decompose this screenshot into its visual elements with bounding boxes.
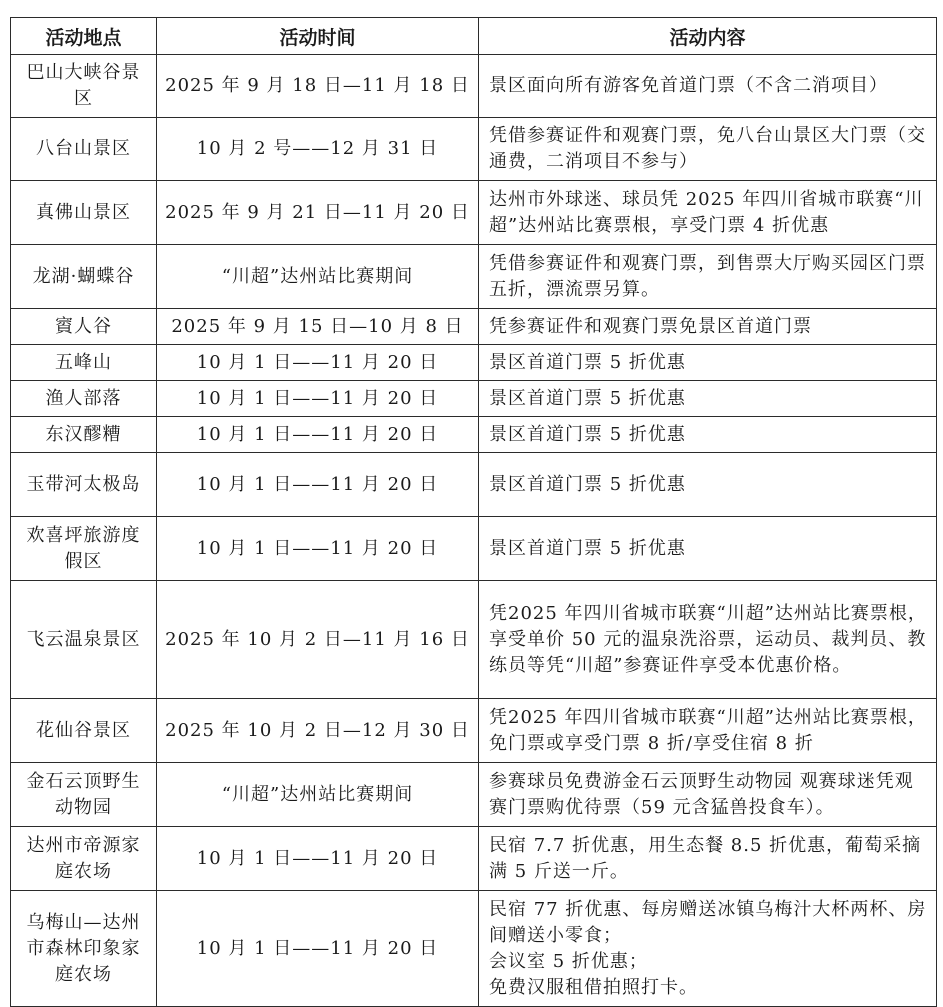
content-cell: 凭2025 年四川省城市联赛“川超”达州站比赛票根，免门票或享受门票 8 折/享受住宿 8 折 (479, 699, 937, 763)
time-cell: 2025 年 9 月 15 日—10 月 8 日 (157, 309, 479, 345)
time-cell: 2025 年 10 月 2 日—11 月 16 日 (157, 581, 479, 699)
time-cell: 10 月 1 日——11 月 20 日 (157, 381, 479, 417)
content-cell: 凭参赛证件和观赛门票免景区首道门票 (479, 309, 937, 345)
table-row (11, 891, 937, 1007)
content-cell: 凭2025 年四川省城市联赛“川超”达州站比赛票根，享受单价 50 元的温泉洗浴票，运动员、裁判员、教练员等凭“川超”参赛证件享受本优惠价格。 (479, 581, 937, 699)
table-row (11, 55, 937, 118)
table-header-row (11, 18, 937, 55)
time-cell: 10 月 1 日——11 月 20 日 (157, 417, 479, 453)
table-row (11, 118, 937, 181)
time-cell: 10 月 2 号——12 月 31 日 (157, 118, 479, 181)
table-row (11, 763, 937, 827)
header-content: 活动内容 (479, 18, 937, 55)
content-cell: 景区首道门票 5 折优惠 (479, 345, 937, 381)
time-cell: 10 月 1 日——11 月 20 日 (157, 891, 479, 1007)
table-row (11, 381, 937, 417)
location-cell: 金石云顶野生动物园 (11, 763, 157, 827)
location-cell: 飞云温泉景区 (11, 581, 157, 699)
table-row (11, 245, 937, 309)
time-cell: “川超”达州站比赛期间 (157, 245, 479, 309)
table-row (11, 345, 937, 381)
location-cell: 乌梅山—达州市森林印象家庭农场 (11, 891, 157, 1007)
content-cell: 凭借参赛证件和观赛门票，免八台山景区大门票（交通费，二消项目不参与） (479, 118, 937, 181)
activity-table (10, 17, 937, 1007)
content-cell: 景区面向所有游客免首道门票（不含二消项目） (479, 55, 937, 118)
content-cell: 参赛球员免费游金石云顶野生动物园 观赛球迷凭观赛门票购优待票（59 元含猛兽投食车）。 (479, 763, 937, 827)
location-cell: 真佛山景区 (11, 181, 157, 245)
content-line: 免费汉服租借拍照打卡。 (489, 976, 698, 998)
time-cell: “川超”达州站比赛期间 (157, 763, 479, 827)
content-cell: 达州市外球迷、球员凭 2025 年四川省城市联赛“川超”达州站比赛票根，享受门票 4 折优惠 (479, 181, 937, 245)
table-row (11, 827, 937, 891)
content-cell: 景区首道门票 5 折优惠 (479, 517, 937, 581)
table-row (11, 181, 937, 245)
content-cell: 凭借参赛证件和观赛门票，到售票大厅购买园区门票五折，漂流票另算。 (479, 245, 937, 309)
location-cell: 达州市帝源家庭农场 (11, 827, 157, 891)
header-location: 活动地点 (11, 18, 157, 55)
table-row (11, 453, 937, 517)
content-cell: 民宿 7.7 折优惠，用生态餐 8.5 折优惠，葡萄采摘满 5 斤送一斤。 (479, 827, 937, 891)
content-cell (479, 891, 937, 1007)
table-row (11, 309, 937, 345)
location-cell: 八台山景区 (11, 118, 157, 181)
content-line: 民宿 77 折优惠、每房赠送冰镇乌梅汁大杯两杯、房间赠送小零食； (489, 898, 927, 946)
table-row (11, 699, 937, 763)
time-cell: 2025 年 10 月 2 日—12 月 30 日 (157, 699, 479, 763)
location-cell: 玉带河太极岛 (11, 453, 157, 517)
header-time: 活动时间 (157, 18, 479, 55)
location-cell: 欢喜坪旅游度假区 (11, 517, 157, 581)
location-cell: 渔人部落 (11, 381, 157, 417)
time-cell: 2025 年 9 月 21 日—11 月 20 日 (157, 181, 479, 245)
location-cell: 巴山大峡谷景区 (11, 55, 157, 118)
location-cell: 东汉醪糟 (11, 417, 157, 453)
content-cell: 景区首道门票 5 折优惠 (479, 453, 937, 517)
table-row (11, 517, 937, 581)
time-cell: 10 月 1 日——11 月 20 日 (157, 453, 479, 517)
location-cell: 五峰山 (11, 345, 157, 381)
location-cell: 花仙谷景区 (11, 699, 157, 763)
content-line: 会议室 5 折优惠； (489, 950, 648, 972)
content-cell: 景区首道门票 5 折优惠 (479, 381, 937, 417)
location-cell: 龙湖·蝴蝶谷 (11, 245, 157, 309)
time-cell: 2025 年 9 月 18 日—11 月 18 日 (157, 55, 479, 118)
time-cell: 10 月 1 日——11 月 20 日 (157, 345, 479, 381)
location-cell: 賨人谷 (11, 309, 157, 345)
content-cell: 景区首道门票 5 折优惠 (479, 417, 937, 453)
table-row (11, 417, 937, 453)
time-cell: 10 月 1 日——11 月 20 日 (157, 517, 479, 581)
time-cell: 10 月 1 日——11 月 20 日 (157, 827, 479, 891)
table-row (11, 581, 937, 699)
